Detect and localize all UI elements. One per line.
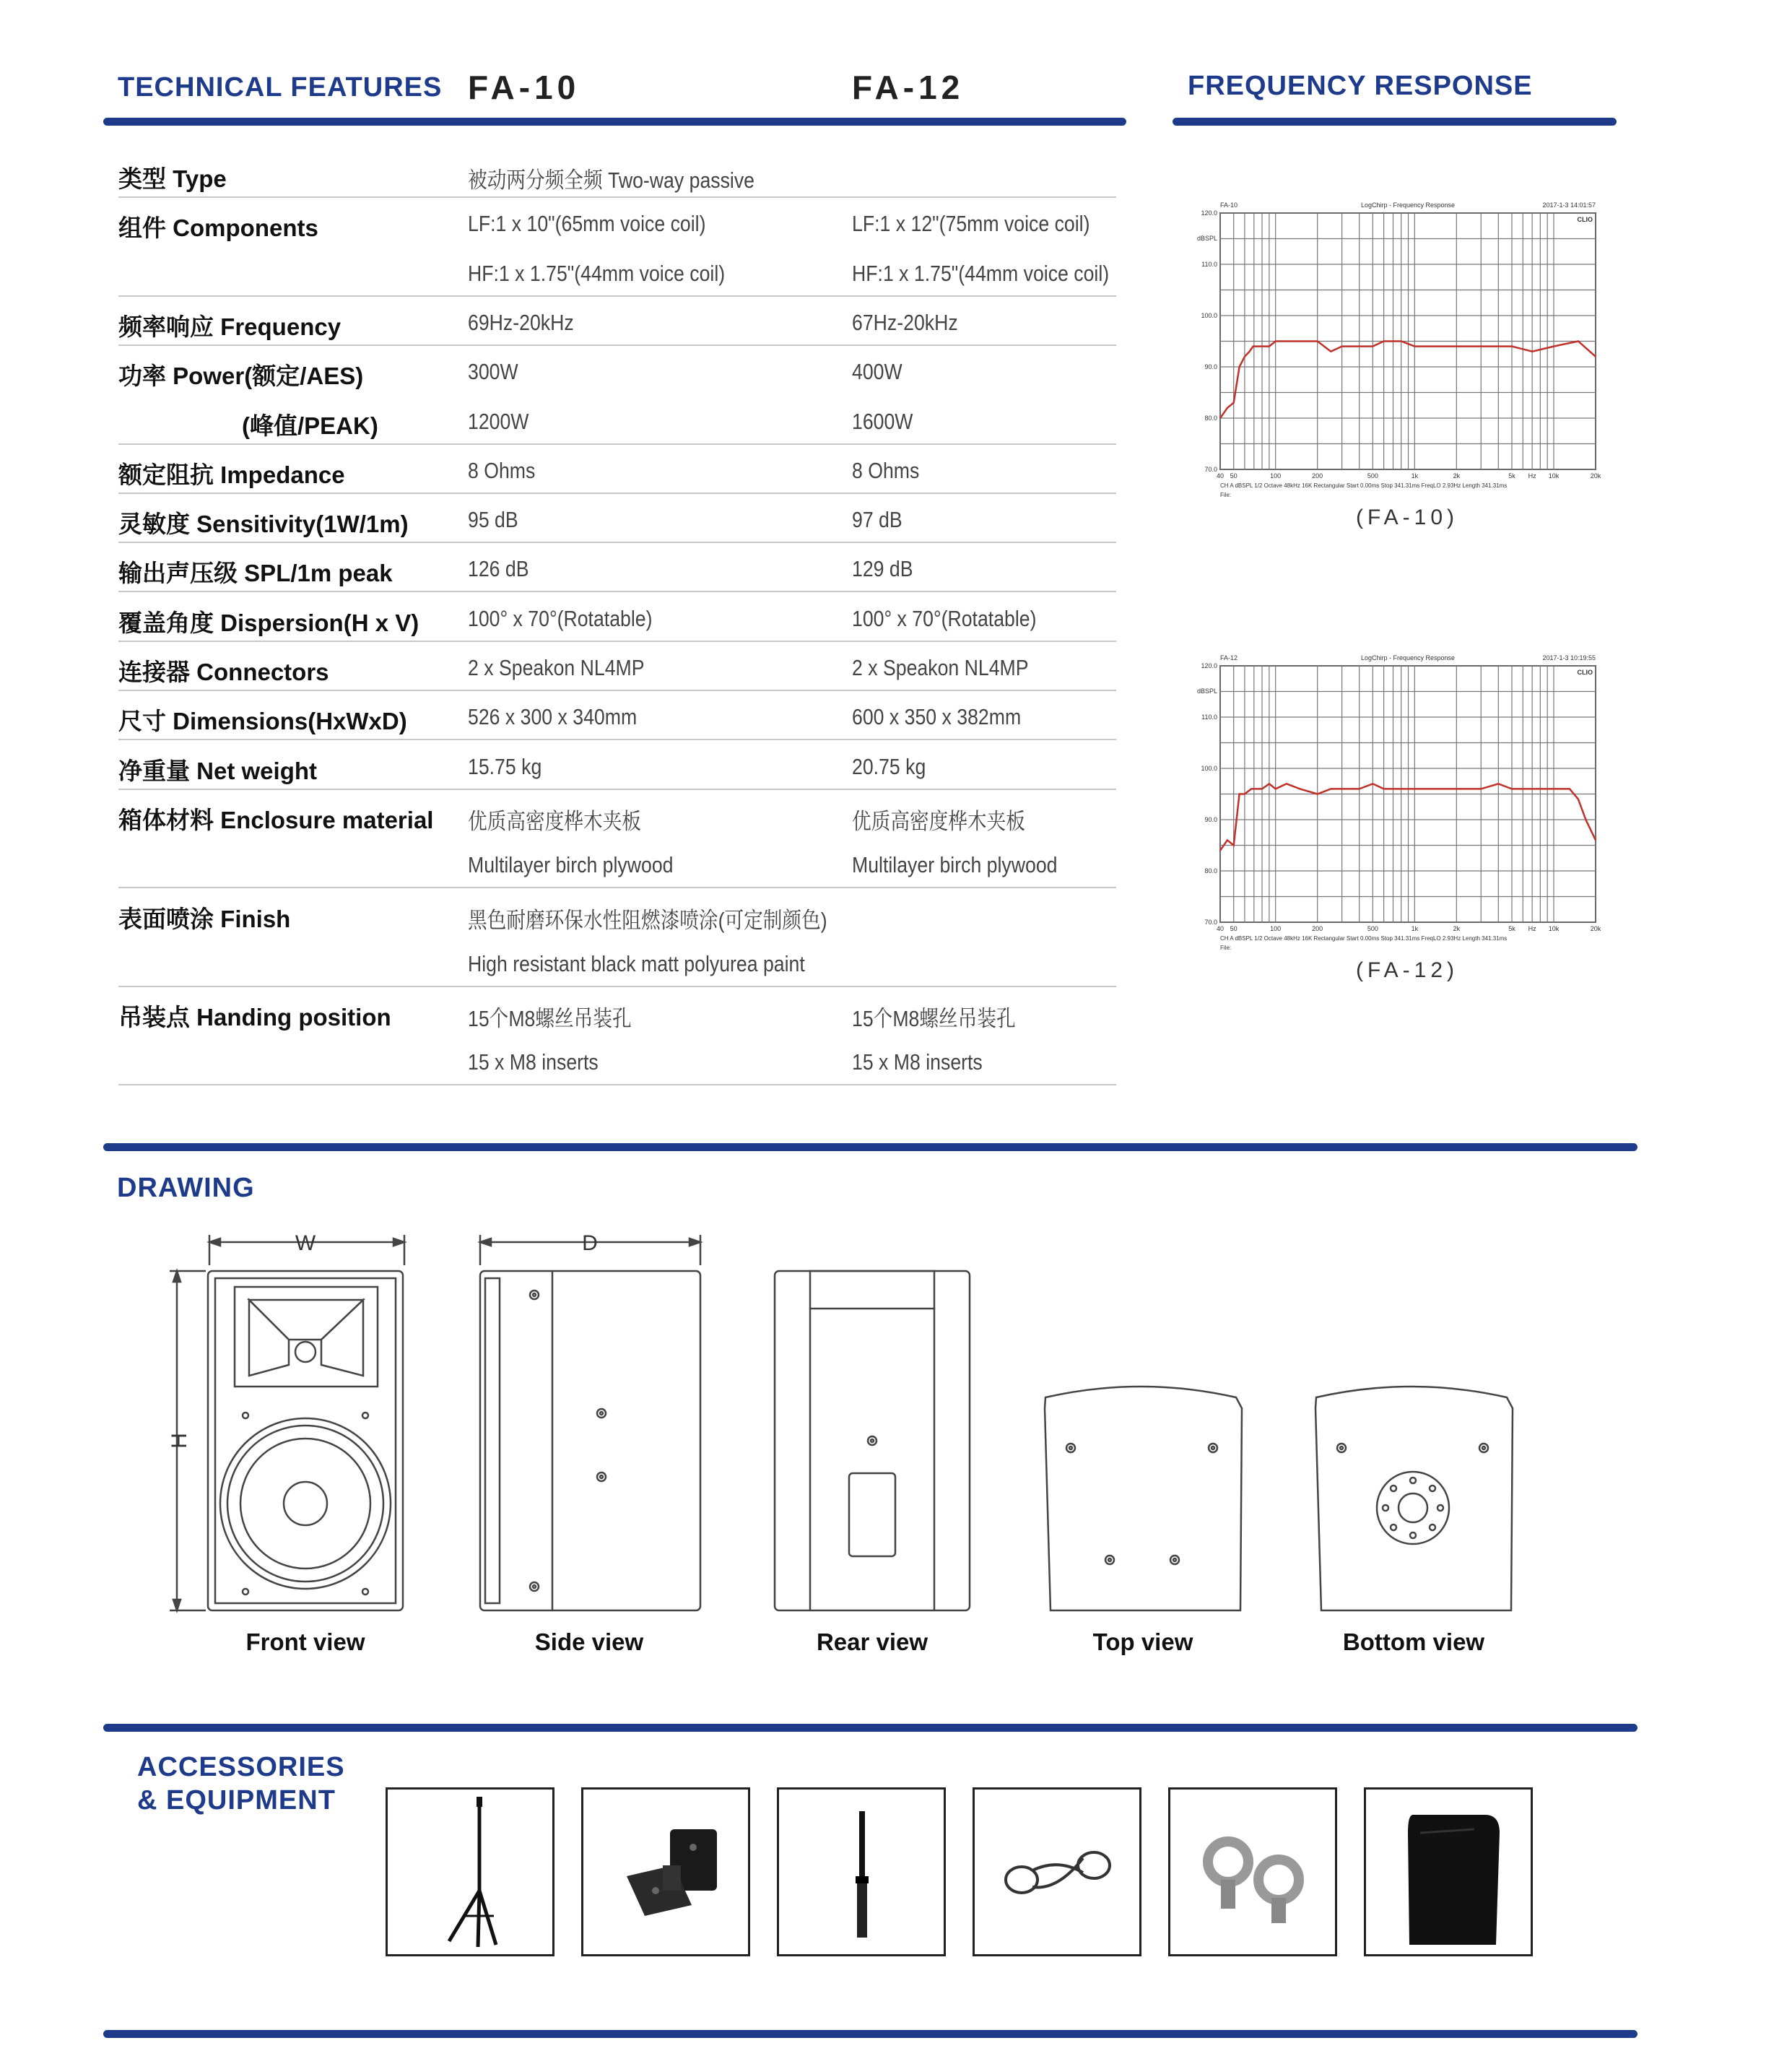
front-view-label: Front view — [245, 1628, 365, 1655]
spec-label: 吊装点 Handing position — [118, 1004, 391, 1031]
spec-value-fa12: 20.75 kg — [852, 753, 926, 779]
graph-brand: CLIO — [1577, 669, 1593, 676]
x-tick-label: 40 — [1216, 925, 1225, 932]
spec-value-fa12: 97 dB — [852, 507, 902, 533]
spec-value-fa12: 100° x 70°(Rotatable) — [852, 605, 1037, 631]
graph-file-label: File: — [1220, 492, 1232, 498]
x-tick-label: 10k — [1548, 472, 1560, 480]
tech-title-underline — [103, 118, 1126, 126]
spec-value-fa12: 2 x Speakon NL4MP — [852, 655, 1029, 680]
spec-row-separator — [118, 443, 1116, 445]
accessory-pole-mount — [777, 1787, 946, 1956]
spec-value-fa12: LF:1 x 12"(75mm voice coil) — [852, 211, 1090, 237]
spec-label: 箱体材料 Enclosure material — [118, 806, 434, 833]
cover-bag-icon — [1366, 1790, 1531, 1954]
spec-label: 表面喷涂 Finish — [118, 905, 291, 932]
graph-date: 2017-1-3 10:19:55 — [1542, 654, 1596, 662]
spec-value-fa10: 被动两分频全频 Two-way passive — [468, 168, 755, 193]
spec-value-fa10: 95 dB — [468, 507, 518, 533]
fa12-graph-caption: (FA-12) — [1356, 958, 1459, 982]
spec-row-separator — [118, 542, 1116, 543]
accessories-divider — [103, 1724, 1637, 1732]
accessory-wall-bracket — [581, 1787, 750, 1956]
graph-unit: dBSPL — [1196, 235, 1217, 242]
drawing-title: DRAWING — [117, 1173, 255, 1203]
drawing-divider — [103, 1143, 1637, 1151]
spec-value-fa12: Multilayer birch plywood — [852, 852, 1058, 878]
y-tick-label: 110.0 — [1201, 261, 1217, 268]
spec-row-separator — [118, 591, 1116, 592]
spec-value-fa10: LF:1 x 10"(65mm voice coil) — [468, 211, 706, 237]
fa10-frequency-graph — [1184, 195, 1617, 506]
x-tick-label: 100 — [1270, 472, 1282, 480]
y-tick-label: 80.0 — [1204, 867, 1217, 875]
dim-d-label: D — [582, 1231, 598, 1255]
spec-label: 连接器 Connectors — [118, 659, 329, 685]
graph-footer: CH A dBSPL 1/2 Octave 48kHz 16K Rectangular Start 0.00ms Stop 341.31ms FreqLO 2.93Hz Length 341.31ms — [1220, 935, 1508, 942]
side-view-label: Side view — [534, 1628, 644, 1655]
x-tick-label: 50 — [1230, 472, 1238, 480]
spec-value-fa10: 126 dB — [468, 556, 529, 582]
spec-value-fa10: 优质高密度桦木夹板 — [468, 808, 641, 834]
y-tick-label: 110.0 — [1201, 713, 1217, 721]
spec-label: 覆盖角度 Dispersion(H x V) — [118, 609, 419, 636]
spec-value-fa10: 526 x 300 x 340mm — [468, 704, 638, 730]
y-tick-label: 120.0 — [1201, 209, 1217, 217]
spec-label: 组件 Components — [118, 214, 318, 242]
spec-value-fa12: 优质高密度桦木夹板 — [852, 808, 1025, 834]
spec-row-separator — [118, 295, 1116, 297]
y-tick-label: 80.0 — [1204, 415, 1217, 422]
spec-label: 灵敏度 Sensitivity(1W/1m) — [118, 511, 409, 538]
footer-divider — [103, 2030, 1637, 2038]
spec-value-fa12: 1600W — [852, 408, 913, 434]
spec-value-fa10: Multilayer birch plywood — [468, 852, 674, 878]
graph-id: FA-12 — [1220, 654, 1238, 662]
speaker-drawings — [0, 1220, 1792, 1625]
spec-row-separator — [118, 641, 1116, 642]
pole-mount-icon — [779, 1790, 944, 1954]
fa12-frequency-graph — [1184, 648, 1617, 958]
x-tick-label: 1k — [1411, 472, 1419, 480]
spec-row-separator — [118, 344, 1116, 346]
x-tick-label: 1k — [1411, 925, 1419, 932]
tech-title: TECHNICAL FEATURES — [118, 72, 443, 103]
spec-label: 额定阻抗 Impedance — [118, 461, 345, 488]
spec-value-fa10: 100° x 70°(Rotatable) — [468, 605, 653, 631]
spec-label: 功率 Power(额定/AES) — [118, 363, 364, 390]
spec-row-separator — [118, 739, 1116, 740]
x-tick-label: 5k — [1508, 925, 1515, 932]
freq-title: FREQUENCY RESPONSE — [1188, 71, 1533, 101]
graph-date: 2017-1-3 14:01:57 — [1542, 201, 1596, 209]
accessories-title-line1: ACCESSORIES — [137, 1752, 345, 1782]
spec-value-fa10: 69Hz-20kHz — [468, 309, 574, 335]
spec-value-fa12: 129 dB — [852, 556, 913, 582]
x-tick-label: 50 — [1230, 925, 1238, 932]
graph-file-label: File: — [1220, 945, 1232, 951]
x-tick-label: 100 — [1270, 925, 1282, 932]
y-tick-label: 70.0 — [1204, 466, 1217, 473]
x-tick-label: 20k — [1590, 472, 1601, 480]
graph-footer: CH A dBSPL 1/2 Octave 48kHz 16K Rectangular Start 0.00ms Stop 341.31ms FreqLO 2.93Hz Length 341.31ms — [1220, 482, 1508, 489]
graph-brand: CLIO — [1577, 216, 1593, 223]
model-b-heading: FA-12 — [852, 69, 965, 106]
spec-value-fa10: 15个M8螺丝吊装孔 — [468, 1006, 632, 1032]
spec-value-fa10: HF:1 x 1.75"(44mm voice coil) — [468, 260, 726, 286]
spec-label: 净重量 Net weight — [118, 757, 318, 784]
safety-cable-icon — [975, 1790, 1139, 1954]
x-tick-label: Hz — [1528, 925, 1536, 932]
spec-row-separator — [118, 1084, 1116, 1085]
bottom-view-label: Bottom view — [1342, 1628, 1485, 1655]
spec-value-fa12: 15个M8螺丝吊装孔 — [852, 1006, 1016, 1032]
y-tick-label: 90.0 — [1204, 816, 1217, 823]
y-tick-label: 100.0 — [1201, 765, 1217, 772]
spec-value-fa12: 400W — [852, 359, 902, 385]
spec-label: (峰值/PEAK) — [242, 412, 378, 439]
spec-value-fa10: 黑色耐磨环保水性阻燃漆喷涂(可定制颜色) — [468, 907, 827, 933]
spec-row-separator — [118, 986, 1116, 987]
dim-w-label: W — [295, 1231, 316, 1255]
graph-header-title: LogChirp - Frequency Response — [1360, 201, 1456, 209]
rear-view-label: Rear view — [816, 1628, 928, 1655]
dim-h-label: H — [168, 1433, 191, 1449]
accessory-eye-bolts — [1168, 1787, 1337, 1956]
spec-label: 类型 Type — [118, 165, 227, 192]
accessory-safety-cable — [973, 1787, 1141, 1956]
spec-label: 频率响应 Frequency — [118, 313, 342, 340]
spec-value-fa12: 600 x 350 x 382mm — [852, 704, 1022, 730]
spec-value-fa12: 15 x M8 inserts — [852, 1049, 983, 1075]
spec-value-fa10: 15.75 kg — [468, 753, 542, 779]
x-tick-label: 40 — [1216, 472, 1225, 480]
graph-header-title: LogChirp - Frequency Response — [1360, 654, 1456, 662]
accessories-title-line2: & EQUIPMENT — [137, 1785, 336, 1816]
top-view-label: Top view — [1092, 1628, 1193, 1655]
x-tick-label: 200 — [1312, 472, 1323, 480]
spec-row-separator — [118, 196, 1116, 198]
wall-bracket-icon — [583, 1790, 748, 1954]
spec-value-fa10: 2 x Speakon NL4MP — [468, 655, 645, 680]
tripod-stand-icon — [388, 1790, 552, 1954]
spec-value-fa12: 8 Ohms — [852, 457, 920, 483]
graph-id: FA-10 — [1220, 201, 1238, 209]
x-tick-label: Hz — [1528, 472, 1536, 480]
model-a-heading: FA-10 — [468, 69, 580, 106]
spec-value-fa12: HF:1 x 1.75"(44mm voice coil) — [852, 260, 1110, 286]
accessory-cover-bag — [1364, 1787, 1533, 1956]
spec-value-fa10: 15 x M8 inserts — [468, 1049, 599, 1075]
freq-title-underline — [1173, 118, 1617, 126]
x-tick-label: 5k — [1508, 472, 1515, 480]
x-tick-label: 500 — [1367, 472, 1378, 480]
spec-label: 输出声压级 SPL/1m peak — [118, 560, 393, 587]
eye-bolt-icon — [1170, 1790, 1335, 1954]
x-tick-label: 200 — [1312, 925, 1323, 932]
fa10-graph-caption: (FA-10) — [1356, 506, 1459, 529]
x-tick-label: 500 — [1367, 925, 1378, 932]
spec-value-fa12: 67Hz-20kHz — [852, 309, 958, 335]
spec-row-separator — [118, 690, 1116, 691]
y-tick-label: 120.0 — [1201, 662, 1217, 669]
x-tick-label: 2k — [1453, 925, 1461, 932]
x-tick-label: 20k — [1590, 925, 1601, 932]
spec-row-separator — [118, 493, 1116, 494]
x-tick-label: 2k — [1453, 472, 1461, 480]
accessory-tripod-stand — [386, 1787, 554, 1956]
y-tick-label: 90.0 — [1204, 363, 1217, 370]
spec-value-fa10: 1200W — [468, 408, 529, 434]
spec-value-fa10: 8 Ohms — [468, 457, 536, 483]
graph-unit: dBSPL — [1196, 688, 1217, 695]
spec-label: 尺寸 Dimensions(HxWxD) — [118, 708, 407, 735]
spec-row-separator — [118, 887, 1116, 888]
y-tick-label: 100.0 — [1201, 312, 1217, 319]
spec-value-fa10: 300W — [468, 359, 518, 385]
y-tick-label: 70.0 — [1204, 919, 1217, 926]
spec-value-fa10: High resistant black matt polyurea paint — [468, 950, 805, 976]
spec-row-separator — [118, 789, 1116, 790]
x-tick-label: 10k — [1548, 925, 1560, 932]
